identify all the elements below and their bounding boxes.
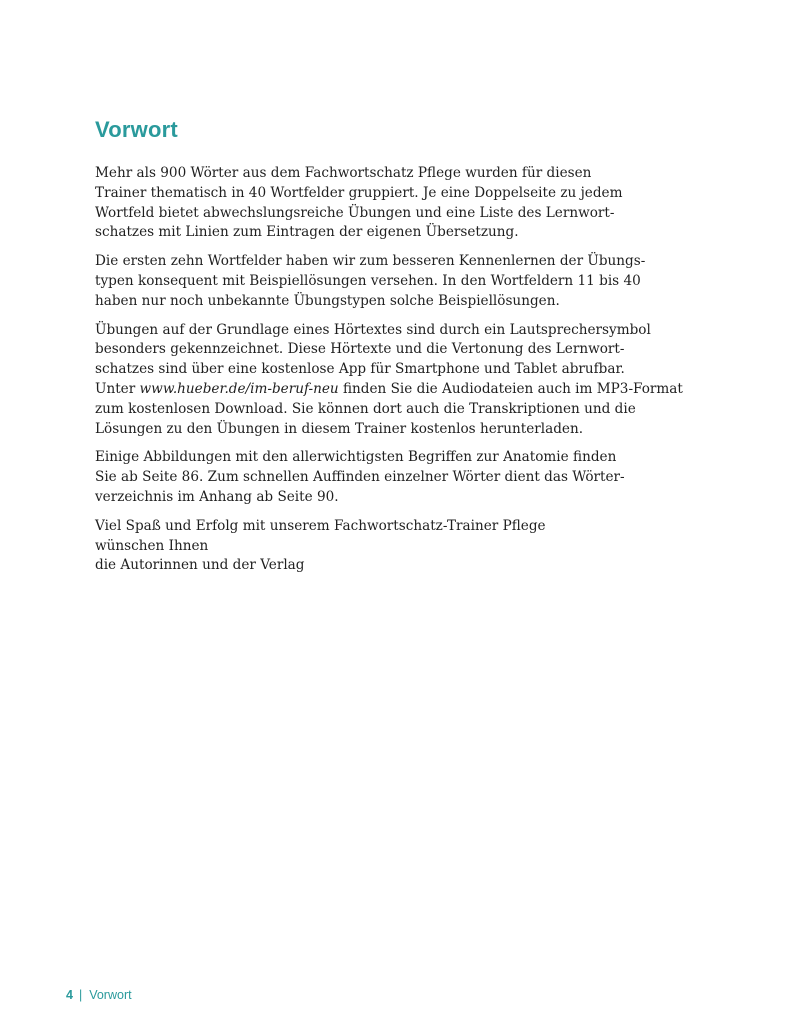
text-line: typen konsequent mit Beispiellösungen versehen. In den Wortfeldern 11 bis 40 bbox=[95, 272, 641, 289]
text-line: Die ersten zehn Wortfelder haben wir zum besseren Kennenlernen der Übungs- bbox=[95, 253, 646, 270]
body-text bbox=[95, 164, 683, 585]
paragraph-closing bbox=[95, 517, 655, 576]
text-line: schatzes sind über eine kostenlose App für Smartphone und Tablet abrufbar. bbox=[95, 361, 625, 378]
text-line: schatzes mit Linien zum Eintragen der eigenen Übersetzung. bbox=[95, 224, 519, 241]
url-suffix: finden Sie die Audiodateien auch im MP3-Format bbox=[338, 380, 683, 397]
text-line: Trainer thematisch in 40 Wortfelder gruppiert. Je eine Doppelseite zu jedem bbox=[95, 184, 623, 201]
text-line-url bbox=[95, 380, 683, 400]
text-line: zum kostenlosen Download. Sie können dort auch die Transkriptionen und die bbox=[95, 400, 636, 417]
text-line: die Autorinnen und der Verlag bbox=[95, 557, 305, 574]
text-line: verzeichnis im Anhang ab Seite 90. bbox=[95, 488, 339, 505]
paragraph-examples bbox=[95, 252, 655, 311]
text-line: besonders gekennzeichnet. Diese Hörtexte und die Vertonung des Lernwort- bbox=[95, 341, 625, 358]
text-line: wünschen Ihnen bbox=[95, 537, 209, 554]
text-line: Mehr als 900 Wörter aus dem Fachwortschatz Pflege wurden für diesen bbox=[95, 165, 592, 181]
page-number: 4 bbox=[66, 988, 73, 1002]
paragraph-anatomy bbox=[95, 448, 655, 507]
page-footer bbox=[66, 988, 132, 1002]
footer-section: Vorwort bbox=[89, 988, 132, 1002]
text-line: Lösungen zu den Übungen in diesem Trainer kostenlos herunterladen. bbox=[95, 420, 584, 437]
text-line: Einige Abbildungen mit den allerwichtigsten Begriffen zur Anatomie finden bbox=[95, 449, 617, 466]
website-link[interactable]: www.hueber.de/im-beruf-neu bbox=[139, 380, 339, 397]
page-title: Vorwort bbox=[95, 117, 178, 142]
paragraph-audio bbox=[95, 321, 683, 440]
text-line: Sie ab Seite 86. Zum schnellen Auffinden einzelner Wörter dient das Wörter- bbox=[95, 469, 625, 486]
paragraph-intro bbox=[95, 164, 655, 243]
footer-separator: | bbox=[78, 988, 83, 1002]
text-line: Viel Spaß und Erfolg mit unserem Fachwortschatz-Trainer Pflege bbox=[95, 517, 546, 534]
text-line: Wortfeld bietet abwechslungsreiche Übungen und eine Liste des Lernwort- bbox=[95, 204, 615, 221]
url-prefix: Unter bbox=[95, 380, 140, 397]
text-line: Übungen auf der Grundlage eines Hörtextes sind durch ein Lautsprechersymbol bbox=[95, 321, 651, 338]
text-line: haben nur noch unbekannte Übungstypen solche Beispiellösungen. bbox=[95, 292, 560, 309]
